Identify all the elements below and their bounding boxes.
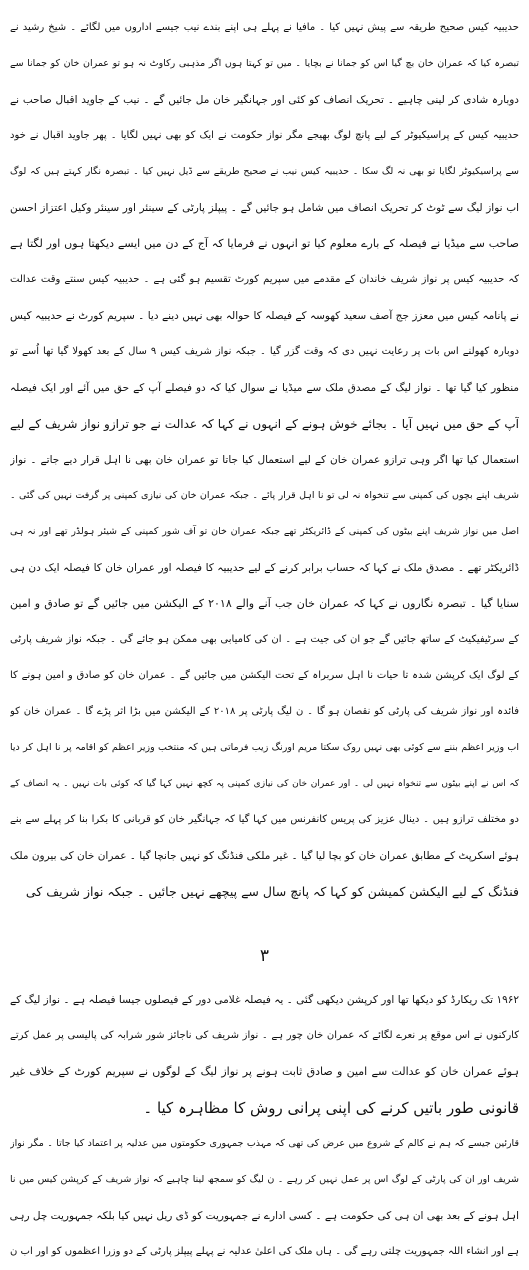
- text-line: ہوئے اسکرپٹ کے مطابق عمران خان کو بچا لیا گیا ۔ غیر ملکی فنڈنگ کو نہیں جانچا گیا ۔ عمران خان کی بیرون ملک: [10, 850, 519, 862]
- text-line: ہوئے عمران خان کو عدالت سے امین و صادق ثابت ہونے پر نواز لیگ کے لوگوں نے سپریم کورٹ کے خلاف غیر: [10, 1065, 519, 1078]
- text-line: ۱۹۶۲ تک ریکارڈ کو دیکھا تھا اور کرپشن دیکھی گئی ۔ یہ فیصلہ غلامی دور کے فیصلوں جیسا فیصلہ ہے ۔ نواز لیگ کے: [10, 994, 519, 1006]
- article-body-section-2-paragraph-1: [10, 982, 519, 1126]
- text-line: اہل ہونے کے بعد بھی ان ہی کی حکومت ہے ۔ کسی ادارے نے جمہوریت کو ڈی ریل نہیں کیا بلکہ جمہوریت چل رہی: [10, 1210, 519, 1222]
- text-line: دو مختلف ترازو ہیں ۔ دینال عزیز کی پریس کانفرنس میں کہا گیا کہ جہانگیر خان کو قربانی کا بکرا بنا کر پہلے سے بنے: [10, 814, 519, 825]
- text-line: کہ اس نے اپنے بیٹوں سے تنخواہ نہیں لی ۔ اور عمران خان کی نیازی کمپنی پہ کچھ نہیں کہا گیا کہ کوئی بات نہیں ۔ یہ انصاف کے: [10, 779, 519, 789]
- text-line: قانونی طور باتیں کرنے کی اپنی پرانی روش کا مظاہرہ کیا ۔: [143, 1099, 519, 1117]
- text-line: دوبارہ کھولنے اس بات پر رعایت نہیں دی کہ وقت گزر گیا ۔ جبکہ نواز شریف کیس ۹ سال کے بعد کھولا گیا تھا اُسے تو: [10, 346, 519, 357]
- text-line: نے پانامہ کیس میں معزز جج آصف سعید کھوسہ کے فیصلہ کا حوالہ بھی نہیں دینے دیا ۔ سپریم کورٹ نے حدیبیہ کیس: [10, 310, 519, 322]
- text-line: اب وزیر اعظم بننے سے کوئی بھی نہیں روک سکتا مریم اورنگ زیب فرماتی ہیں کہ منتخب وزیر اعظم کو اقامہ پر نا اہل کر دیا: [10, 742, 519, 753]
- text-line: سنایا گیا ۔ تبصرہ نگاروں نے کہا کہ عمران خان جب آنے والے ۲۰۱۸ کے الیکشن میں جائیں گے تو صادق و امین: [10, 597, 519, 610]
- text-line: فائدہ اور نواز شریف کی پارٹی کو نقصان ہو گا ۔ ن لیگ پارٹی پر ۲۰۱۸ کے الیکشن میں بڑا اثر پڑے گا ۔ عمران خان کو: [10, 706, 519, 717]
- text-line: دوبارہ شادی کر لینی چاہیے ۔ تحریک انصاف کو کئی اور جہانگیر خان مل جائیں گے ۔ نیب کے جاوید اقبال صاحب نے: [10, 94, 519, 106]
- text-line: حدیبیہ کیس صحیح طریقہ سے پیش نہیں کیا ۔ مافیا نے پہلے ہی اپنے بندے نیب جیسے اداروں میں لگائے ۔ شیخ رشید نے: [10, 22, 519, 33]
- text-line: منظور کیا گیا تھا ۔ نواز لیگ کے مصدق ملک سے میڈیا نے سوال کیا کہ دو فیصلے آپ کے حق میں آئے اور ایک فیصلہ: [10, 382, 519, 394]
- text-line: حدیبیہ کیس کے پراسیکیوٹر کے لیے پانچ لوگ بھیجے مگر نواز حکومت نے ایک کو بھی نہیں لگایا ۔ پھر جاوید اقبال نے خود: [10, 130, 519, 141]
- page-number: ۳: [259, 946, 270, 966]
- text-line: کے سرٹیفیکیٹ کے ساتھ جائیں گے جو ان کی جیت ہے ۔ ان کی کامیابی بھی ممکن ہو جائے گی ۔ جبکہ نواز شریف پارٹی: [10, 634, 519, 645]
- text-line: سے پراسیکیوٹر لگایا تو بھی نہ لگ سکا ۔ حدیبیہ کیس نیب نے صحیح طریقے سے ڈیل نہیں کیا ۔ تبصرہ نگار کہتے ہیں کہ لوگ: [10, 166, 519, 177]
- text-line: ہے اور انشاء اللہ جمہوریت چلتی رہے گی ۔ ہاں ملک کی اعلیٰ عدلیہ نے پہلے پیپلز پارٹی کے دو وزرا اعظموں کو اور اب ن: [10, 1246, 519, 1257]
- text-line: کے لوگ ایک کرپشن شدہ تا حیات نا اہل سربراہ کے تحت الیکشن میں جائیں گے ۔ عمران خان کو صادق و امین ہونے کا: [10, 670, 519, 681]
- text-line: فنڈنگ کے لیے الیکشن کمیشن کو کہا کہ پانچ سال سے پیچھے نہیں جائیں ۔ جبکہ نواز شریف کی: [25, 884, 519, 899]
- text-line: شریف اپنے بچوں کی کمپنی سے تنخواہ نہ لی تو نا اہل قرار پائے ۔ جبکہ عمران خان کی نیازی کمپنی پر گرفت نہیں کی گئی ۔: [10, 490, 519, 501]
- text-line: اب نواز لیگ سے ٹوٹ کر تحریک انصاف میں شامل ہو جائیں گے ۔ پیپلز پارٹی کے سینئر اور سینئر وکیل اعتزاز احسن: [10, 202, 519, 214]
- text-line: قارئین جیسے کہ ہم نے کالم کے شروع میں عرض کی تھی کہ مہذب جمہوری حکومتوں میں عدلیہ پر اعتماد کیا جاتا ۔ مگر نواز: [10, 1138, 519, 1149]
- text-line: شریف اور ان کی پارٹی کے لوگ اس پر عمل نہیں کر رہے ۔ ن لیگ کو سمجھ لینا چاہیے کہ نواز شریف کے کرپشن کیس میں نا: [10, 1174, 519, 1185]
- text-line: تبصرہ کیا کہ عمران خان بچ گیا اس کو جمانا نے بچایا ۔ میں تو کہتا ہوں اگر مذہبی رکاوٹ نہ ہو تو عمران خان کو جمانا سے: [10, 58, 519, 69]
- text-line: اصل میں نواز شریف اپنے بیٹوں کی کمپنی کے ڈائریکٹر تھے جبکہ عمران خان تو آف شور کمپنی کے شیئر ہولڈر تھے اور نہ ہی: [10, 526, 519, 537]
- text-line: صاحب سے میڈیا نے فیصلہ کے بارے معلوم کیا تو انہوں نے فرمایا کہ آج کے دن میں ایسے دیکھتا ہوں اور لگتا ہے: [10, 237, 519, 250]
- article-body-section-1: [10, 10, 519, 910]
- article-body-section-2-paragraph-2: [10, 1126, 519, 1270]
- text-line: کارکنوں نے اس موقع پر نعرے لگائے کہ عمران خان چور ہے ۔ نواز شریف کی ناجائز شور شرابہ کی پالیسی پر عمل کرتے: [10, 1030, 519, 1041]
- text-line: کہ حدیبیہ کیس پر نواز شریف خاندان کے مقدمے میں سپریم کورٹ تقسیم ہو گئی ہے ۔ حدیبیہ کیس سنتے وقت عدالت: [10, 274, 519, 285]
- text-line: استعمال کیا تھا اگر وہی ترازو عمران خان کے لیے استعمال کیا جاتا تو عمران خان بھی نا اہل قرار دیے جاتے ۔ نواز: [10, 454, 519, 466]
- text-line: آپ کے حق میں نہیں آیا ۔ بجائے خوش ہونے کے انہوں نے کہا کہ عدالت نے جو ترازو نواز شریف کے لیے: [10, 417, 519, 431]
- text-line: ڈائریکٹر تھے ۔ مصدق ملک نے کہا کہ حساب برابر کرنے کے لیے حدیبیہ کا فیصلہ اور عمران خان کا فیصلہ ایک دن ہی: [10, 562, 519, 574]
